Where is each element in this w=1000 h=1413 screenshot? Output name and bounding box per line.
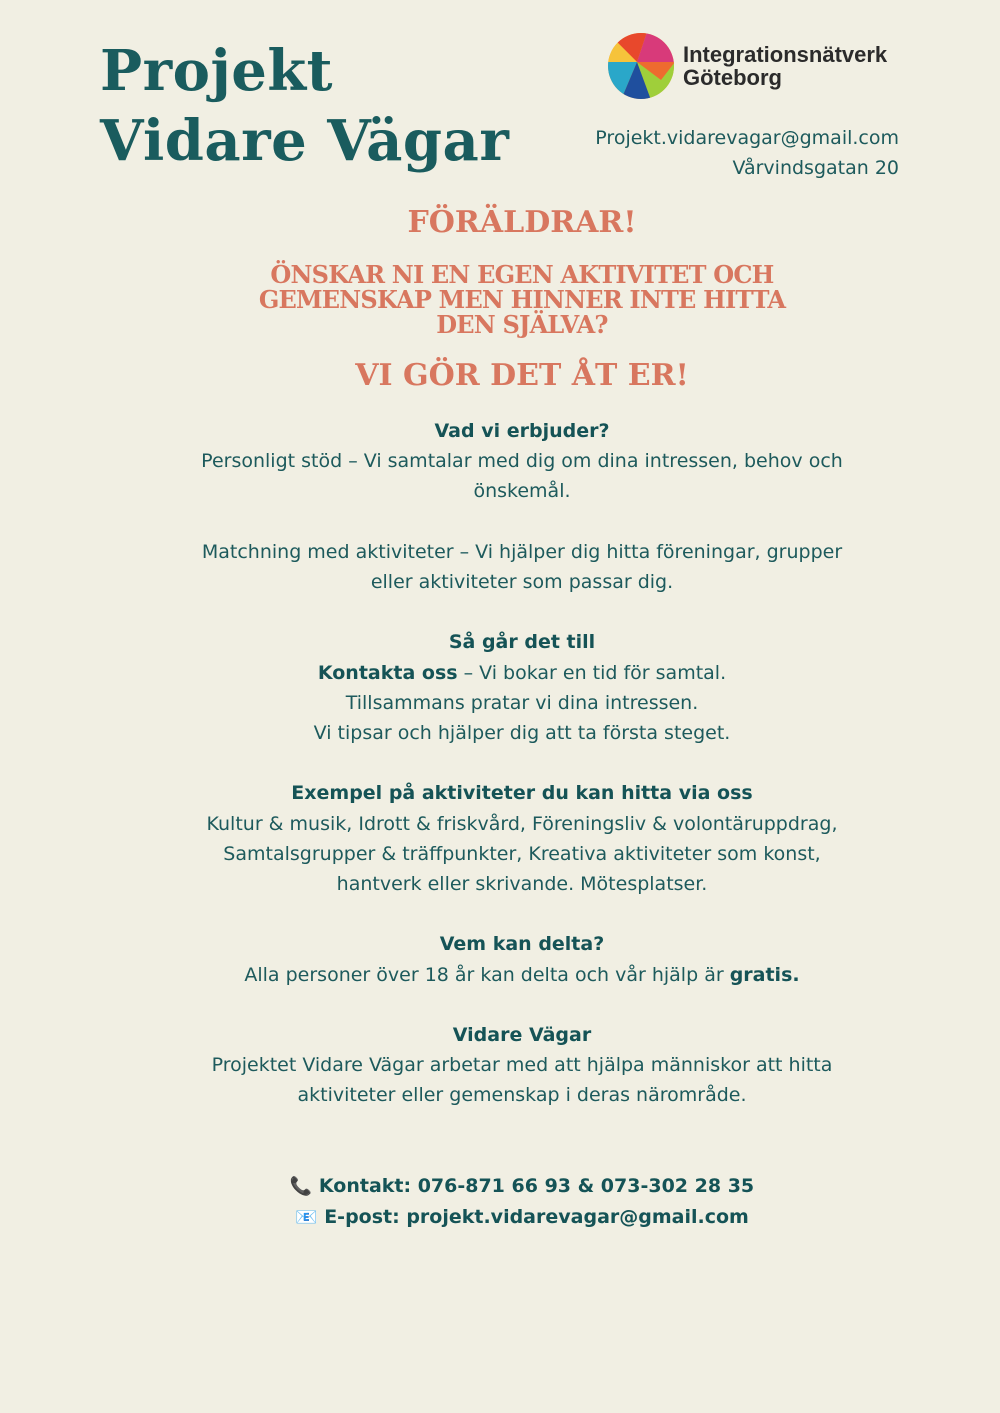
offer-heading: Vad vi erbjuder? — [434, 420, 610, 442]
who-line — [0, 960, 1000, 990]
offer-item-1-line-2: önskemål. — [473, 480, 571, 503]
how-line-1 — [0, 658, 1000, 688]
offer-item-1-line-1: Personligt stöd – Vi samtalar med dig om dina intressen, behov och — [201, 450, 843, 473]
footer-phone: Kontakt: 076-871 66 93 & 073-302 28 35 — [318, 1175, 755, 1197]
page-title — [100, 36, 509, 176]
offer-item-2-line-1: Matchning med aktiviteter – Vi hjälper dig hitta föreningar, grupper — [201, 540, 843, 563]
contact-us-bold: Kontakta oss — [317, 661, 458, 684]
question-headline — [0, 262, 1000, 337]
header-contact — [595, 123, 899, 183]
integrationsnatverk-logo — [607, 32, 887, 100]
footer-contact — [0, 1171, 1000, 1233]
colorful-circle-logo-icon — [607, 32, 675, 100]
examples-heading: Exempel på aktiviteter du kan hitta via oss — [291, 782, 753, 805]
question-line-1: ÖNSKAR NI EN EGEN AKTIVITET OCH — [270, 260, 774, 289]
footer-email: E-post: projekt.vidarevagar@gmail.com — [324, 1206, 749, 1228]
footer-phone-line — [0, 1171, 1000, 1202]
question-line-2: GEMENSKAP MEN HINNER INTE HITTA — [258, 285, 786, 314]
logo-line-1: Integrationsnätverk — [683, 42, 888, 67]
how-line-1-rest: – Vi bokar en tid för samtal. — [457, 661, 727, 684]
envelope-icon: 📧 — [295, 1207, 318, 1228]
logo-line-2: Göteborg — [683, 65, 782, 90]
logo-text — [683, 43, 887, 89]
examples-line-1: Kultur & musik, Idrott & friskvård, Föreningsliv & volontäruppdrag, — [206, 812, 838, 835]
about-heading: Vidare Vägar — [452, 1023, 592, 1046]
how-line-3: Vi tipsar och hjälper dig att ta första steget. — [313, 722, 731, 744]
examples-line-2: Samtalsgrupper & träffpunkter, Kreativa aktiviteter som konst, — [223, 842, 821, 865]
main-content — [0, 416, 1000, 1111]
who-heading: Vem kan delta? — [439, 933, 605, 956]
question-line-3: DEN SJÄLVA? — [436, 310, 608, 339]
offer-item-2-line-2: eller aktiviteter som passar dig. — [370, 571, 674, 593]
free-bold: gratis. — [729, 963, 800, 986]
parents-headline: FÖRÄLDRAR! — [407, 205, 637, 240]
header-email: Projekt.vidarevagar@gmail.com — [595, 127, 899, 149]
examples-line-3: hantverk eller skrivande. Mötesplatser. — [336, 873, 708, 895]
about-line-1: Projektet Vidare Vägar arbetar med att hjälpa människor att hitta — [211, 1054, 833, 1077]
how-line-2: Tillsammans pratar vi dina intressen. — [345, 691, 699, 714]
title-line-2: Vidare Vägar — [100, 108, 510, 174]
title-line-1: Projekt — [100, 38, 334, 104]
how-heading: Så går det till — [448, 631, 596, 654]
about-line-2: aktiviteter eller gemenskap i deras närområde. — [297, 1084, 747, 1107]
header-address: Vårvindsgatan 20 — [732, 157, 899, 179]
phone-icon: 📞 — [289, 1176, 313, 1197]
we-do-it-headline: VI GÖR DET ÅT ER! — [355, 358, 689, 393]
footer-email-line — [0, 1202, 1000, 1233]
who-text: Alla personer över 18 år kan delta och vår hjälp är — [244, 963, 730, 986]
